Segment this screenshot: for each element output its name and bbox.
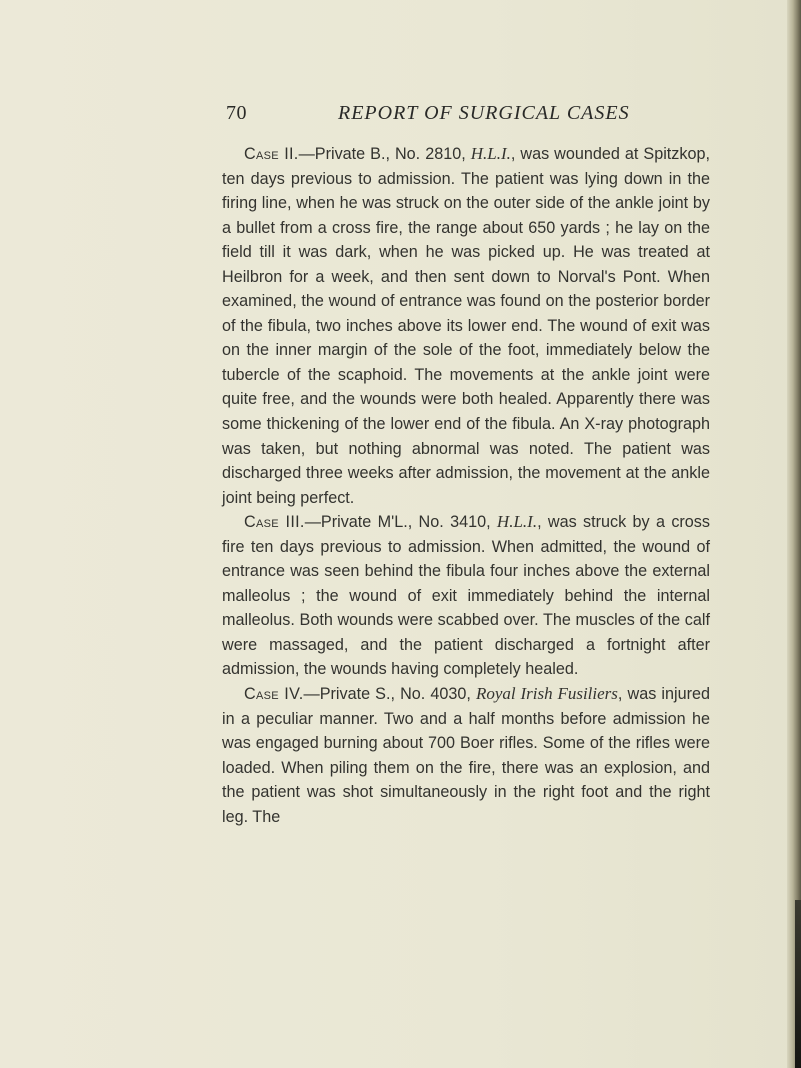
- case-heading: Case III.: [244, 513, 305, 532]
- case-intro: —Private B., No. 2810,: [298, 145, 471, 163]
- case-text: , was wounded at Spitzkop, ten days previous to admission. The patient was lying down in the firing line, when he was struck on the outer side of the ankle joint by a bullet from a cross fire, the range about 650 yards ; he lay on the field till it was dark, when he was picked up. He was treated at Heilbron for a week, and then sent down to Norval's Pont. When examined, the wound of entrance was found on the posterior border of the fibula, two inches above its lower end. The wound of exit was on the inner margin of the sole of the foot, immediately below the tubercle of the scaphoid. The movements at the ankle joint were quite free, and the wounds were both healed. Apparently there was some thickening of the lower end of the fibula. An X-ray photograph was taken, but nothing abnormal was noted. The patient was discharged three weeks after admission, the movement at the ankle joint being perfect.: [222, 145, 710, 507]
- case-paragraph: [222, 142, 710, 510]
- regiment-name: Royal Irish Fusiliers: [475, 684, 618, 704]
- case-paragraph: [222, 510, 710, 682]
- binding-edge: [795, 900, 801, 1068]
- body-text: [222, 142, 710, 829]
- running-title: REPORT OF SURGICAL CASES: [338, 102, 630, 124]
- page-number: 70: [226, 102, 247, 124]
- case-heading: Case IV.: [244, 685, 304, 704]
- case-paragraph: [222, 682, 710, 829]
- case-heading: Case II.: [244, 145, 299, 163]
- case-intro: —Private M'L., No. 3410,: [304, 513, 497, 532]
- case-text: , was injured in a peculiar manner. Two and a half months before admission he was engaged burning about 700 Boer rifles. Some of the rifles were loaded. When piling them on the fire, there was an explosion, and the patient was shot simultaneously in the right foot and the right leg. The: [222, 685, 711, 826]
- case-intro: —Private S., No. 4030,: [303, 685, 476, 704]
- case-text: , was struck by a cross fire ten days previous to admission. When admitted, the wound of entrance was seen behind the fibula four inches above the external malleolus ; the wound of exit immediately behind the internal malleolus. Both wounds were scabbed over. The muscles of the calf were massaged, and the patient discharged a fortnight after admission, the wounds having completely healed.: [222, 513, 710, 679]
- regiment-name: H.L.I.: [496, 512, 538, 532]
- regiment-name: H.L.I.: [470, 144, 511, 163]
